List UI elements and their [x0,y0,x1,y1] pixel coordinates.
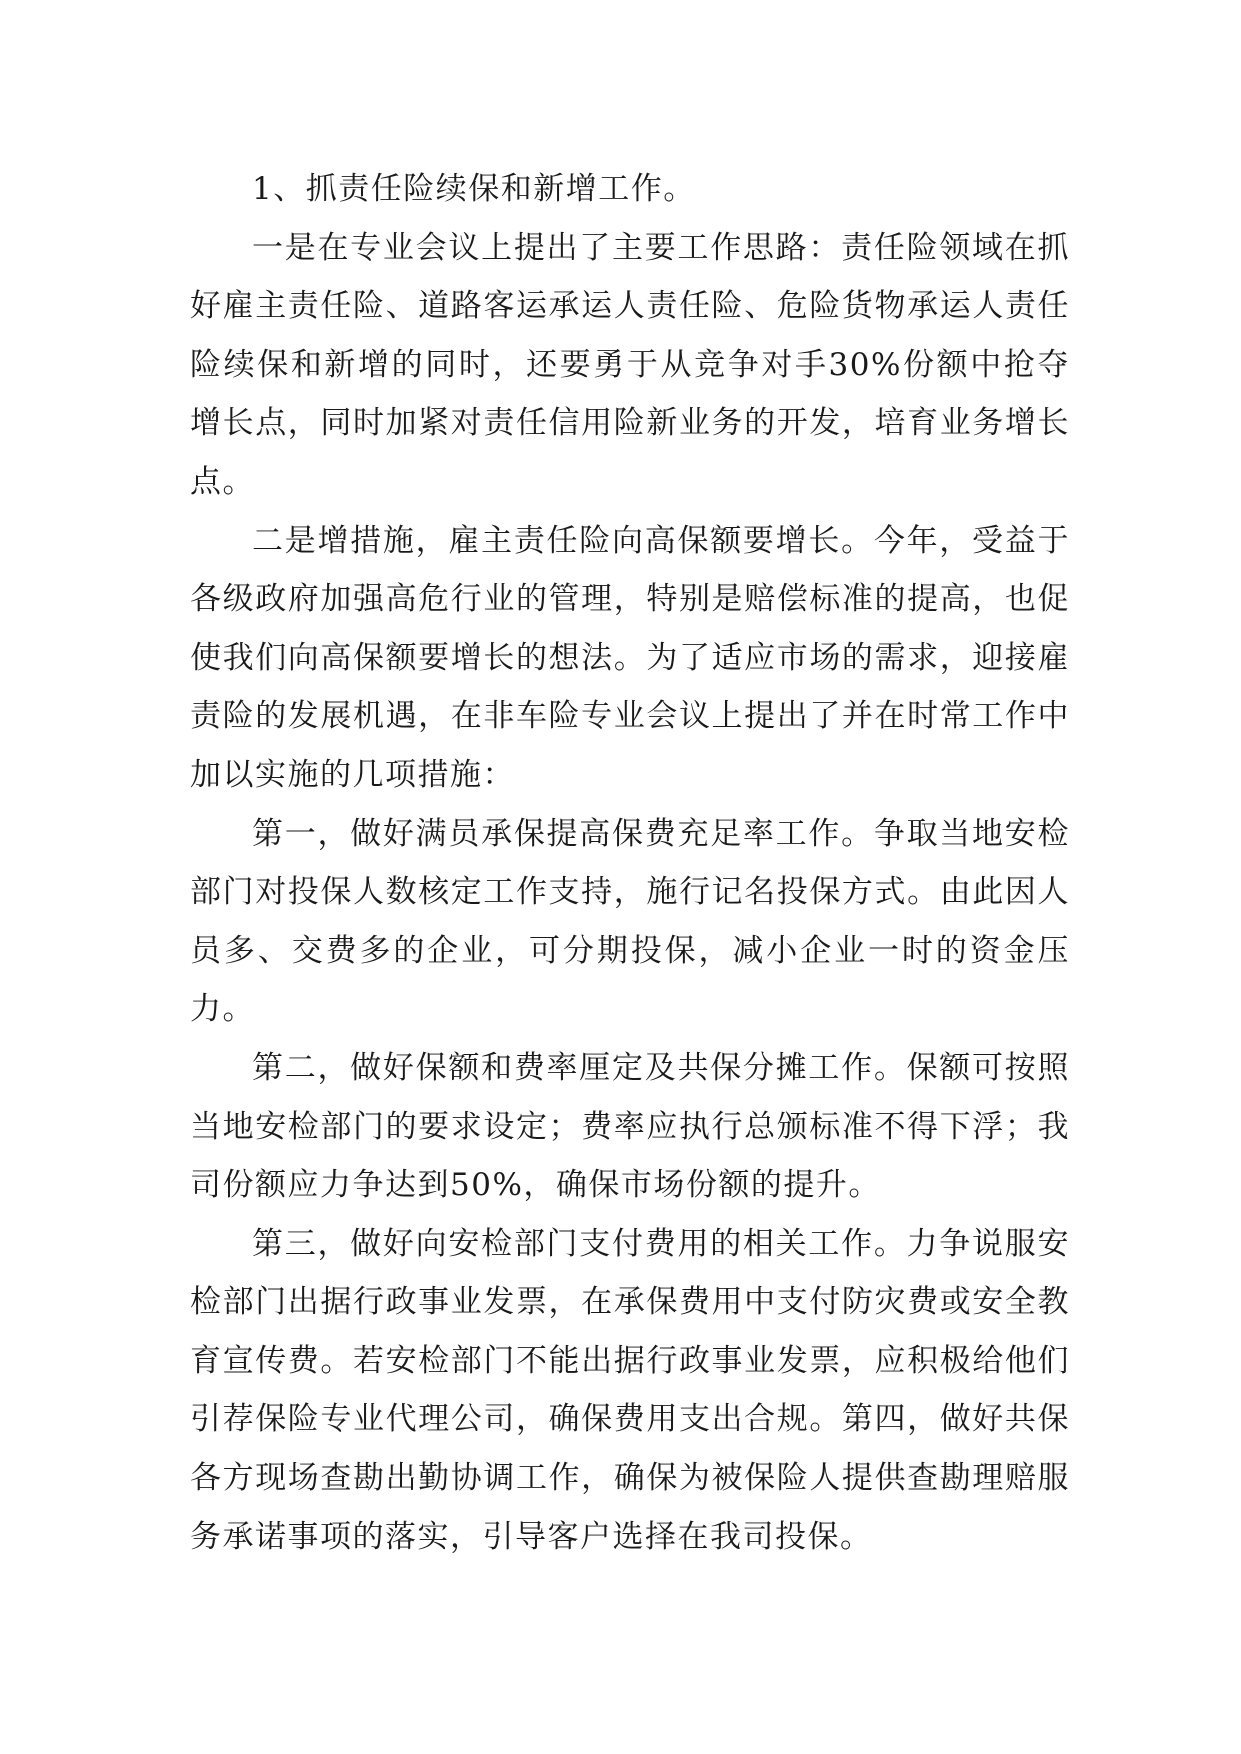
paragraph: 第二，做好保额和费率厘定及共保分摊工作。保额可按照当地安检部门的要求设定；费率应执行总颁标准不得下浮；我司份额应力争达到50%，确保市场份额的提升。 [190,1049,1070,1204]
paragraph: 第一，做好满员承保提高保费充足率工作。争取当地安检部门对投保人数核定工作支持，施行记名投保方式。由此因人员多、交费多的企业，可分期投保，减小企业一时的资金压力。 [190,815,1070,1028]
paragraph: 二是增措施，雇主责任险向高保额要增长。今年，受益于各级政府加强高危行业的管理，特别是赔偿标准的提高，也促使我们向高保额要增长的想法。为了适应市场的需求，迎接雇责险的发展机遇，在非车险专业会议上提出了并在时常工作中加以实施的几项措施： [190,522,1070,793]
paragraph: 一是在专业会议上提出了主要工作思路：责任险领域在抓好雇主责任险、道路客运承运人责任险、危险货物承运人责任险续保和新增的同时，还要勇于从竞争对手30%份额中抢夺增长点，同时加紧对责任信用险新业务的开发，培育业务增长点。 [190,229,1070,500]
document-body [190,160,1070,1566]
paragraph-heading: 1、抓责任险续保和新增工作。 [252,171,696,207]
paragraph: 第三，做好向安检部门支付费用的相关工作。力争说服安检部门出据行政事业发票，在承保费用中支付防灾费或安全教育宣传费。若安检部门不能出据行政事业发票，应积极给他们引荐保险专业代理公司，确保费用支出合规。第四，做好共保各方现场查勘出勤协调工作，确保为被保险人提供查勘理赔服务承诺事项的落实，引导客户选择在我司投保。 [190,1225,1070,1555]
